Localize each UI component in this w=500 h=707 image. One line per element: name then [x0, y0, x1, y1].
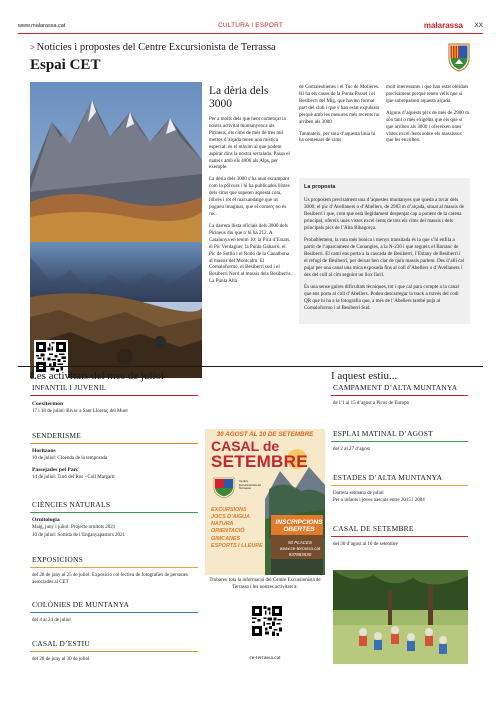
poster-title-2: SETEMBRE: [211, 452, 308, 471]
headline-arrow-icon: >: [30, 43, 35, 52]
item-text: 10 de juliol: Cloenda de la temporada: [32, 456, 108, 461]
cat-divider: [331, 536, 468, 537]
poster-title-1: CASAL de: [211, 438, 280, 454]
poster-activities: EXCURSIONS JOCS D’AIGUA NATURA ORIENTACIÓ GIMCANES ESPORTS I LLEURE: [211, 507, 263, 549]
cat-esplai: ESPLAI MATINAL D’AGOST: [333, 429, 433, 438]
poster-places: 50 PLACES www.ce-terrassa.cat 937883530: [279, 540, 321, 558]
item-text: 10 de juliol: Sortida de l’Enganyapastors 2021: [32, 533, 126, 538]
cat-divider: [331, 485, 468, 486]
cat-exposicions: EXPOSICIONS: [32, 555, 83, 564]
proposal-title: La proposta: [304, 184, 336, 190]
cat-divider: [30, 651, 198, 652]
poster-inscriptions: INSCRIPCIONS OBERTES: [275, 519, 323, 534]
article-headline: > Notícies i propostes del Centre Excursionista de Terrassa: [30, 42, 276, 53]
item-text: del 28 de juny al 25 de juliol: Exposició col·lectiva de fotografies de persones associades al CET: [32, 573, 188, 585]
casal-setembre-poster: [205, 429, 325, 575]
page-number: XX: [474, 22, 483, 29]
article-column-3: molt interessants i que han estat oblidats precisament perquè tenen vells que si que sobrepassen aquesta alçada. Alguns d’aquests pics de més de 2900 m són tant o més exigents que els que sí que arriben als 3000 i ofereixen unes vistes excel·lents sobre els massissos que les envolten.: [386, 84, 470, 144]
website-link[interactable]: ce-terrassa.cat: [249, 655, 281, 661]
brand-logo: malarassa: [423, 21, 463, 30]
article-subhead: Espai CET: [30, 57, 101, 73]
summer-title: I aquest estiu...: [331, 370, 398, 382]
feature-title: La dèria dels 3000: [209, 85, 269, 111]
item-text: del 28 de juny al 30 de juliol: [32, 657, 90, 662]
info-text: Trobareu tota la informació del Centre Excursionista de Terrassa i les nostres activitats a:: [209, 578, 321, 590]
kids-outdoor-photo: [333, 570, 468, 664]
page-header: [18, 20, 483, 32]
item-title: Horitzons: [32, 448, 56, 454]
cat-divider: [30, 395, 198, 396]
activities-title: Les activitats del mes de juliol: [30, 370, 165, 382]
item-title: Coexitermon: [32, 401, 64, 407]
cat-divider: [331, 395, 468, 396]
website-qr-code[interactable]: [252, 606, 282, 641]
item-text: del 4 al 24 de juliol: [32, 618, 71, 623]
item-text: 14 de juliol: Turó del Ros - Coll Margarit: [32, 475, 115, 480]
item-text: del 30 d’agost al 10 de setembre: [333, 542, 398, 547]
item-text: 17 i 18 de juliol: Bivac a Sant Llorenç del Munt: [32, 409, 128, 414]
item-text: del 2 al 27 d’agost: [333, 447, 370, 452]
item-text: Darrera setmana de juliol Per a infants i joves nascuts entre 2015 i 2004: [333, 491, 425, 503]
cat-casal-setembre: CASAL DE SETEMBRE: [333, 524, 414, 533]
item-text: de l’1 al 15 d’agost a Picos de Europa: [333, 401, 409, 406]
item-title: Ornitologia: [32, 517, 60, 523]
proposal-box: La proposta Us proposem precisament una d’aquestes muntanyes que queda a tocar dels 3000: el pic d’Avellaners o d’Abellers, de 2983 m d’alçada, situat al massís de Besiberri i que, com que està llegidament despenjat cap a ponent de la carena principal, ofereix unes vistes excel·lents de tots els cims del massís i dels principals pics de l’Alta Ribagorça. Probablement, la ruta més bonica i menys transitada és la que s’hi enfila a partir de l’aparcament de Conangles, a la N-230 i que segueix el Barranc de Besiberri. El camí ens porta a la cascada de Besiberri, l’Estany de Besiberri i el refugi de Besiberri, per deixar ben clar de quin massís parlem. Des d’allí cal pujar per una canal una mica exposada fins al coll d’Abellers o d’Avellaners i des del coll al cim seguint un llox fàcil. És una sense gaires dificultats tècniques, tot i que cal para compte a la canal que ens porta al coll d’Abellers. Podeu descarregar la track a través del codi QR que hi ha a la fotografia que, a més de l’Abellers també puja al Comaloformo i al Besiberri Sud.: [299, 178, 470, 324]
cat-casal-estiu: CASAL D’ESTIU: [32, 639, 90, 648]
article-column-1: Per a molts dels que hem començat la nostra activitat muntanyenca als Pirineus, els cims de més de tres mil metres d’alçada tenen una mística especial: és el màxim al que podem aspirar dins la nostra serralada. Passa el mateix amb els 4000 als Alps, per exemple. La dèria dels 3000 s’ha anat escampant com la pólvora i hi ha publicades llistes dels cims que superen aquesta cota, llibres i tot el marxandatge que us pugueu imaginar, que el comerç no és ruc. La darrera llista oficials dels 3000 dels Pirineus diu que n’hi ha 212. A Catalunya en tenim 10: la Pica d’Estats, el Pic Verdaguer, la Punta Gabarró, el Pic de Sotllo i el Rodó de la Canalbona al massís del Montcalm. El Comaloformo, el Besiberri sud i el Besiberri Nord al massís dels Besiberris. La Punta Alta: [209, 116, 292, 285]
cat-ciencies: CIÈNCIES NATURALS: [32, 500, 111, 509]
cat-estades: ESTADES D’ALTA MUNTANYA: [333, 473, 443, 482]
cat-campament: CAMPAMENT D’ALTA MUNTANYA: [333, 383, 458, 392]
cat-colonies: COLÒNIES DE MUNTANYA: [32, 600, 130, 609]
poster-date: 30 AGOST AL 10 DE SETEMBRE: [216, 431, 314, 438]
cat-divider: [30, 567, 198, 568]
cat-divider: [30, 612, 198, 613]
mountain-lake-photo: [30, 82, 202, 378]
article-column-2: de Comalesbienes i el Tuc de Molières. Hi ha els casos de la Punta Passet i el Besiberri del Mig, que havien format part del club i que s’han estat expulsats perquè amb les mesures més recents no arriben als 3000 Tanmateix, per sota d’aquesta línia hi ha centenars de cims: [299, 84, 380, 144]
header-divider: [18, 33, 483, 34]
poster-centre: Centre Excursionista de Terrassa: [239, 479, 262, 491]
cat-divider: [30, 512, 198, 513]
cet-crest-icon: [447, 42, 471, 72]
cat-divider: [30, 443, 198, 444]
section-divider: [18, 366, 483, 367]
site-url[interactable]: www.malarassa.cat: [18, 23, 66, 29]
item-title: Passejades pel Parc: [32, 467, 79, 473]
section-label: CULTURA I ESPORT: [217, 22, 284, 29]
cat-senderisme: SENDERISME: [32, 431, 82, 440]
cat-infantil: INFANTIL I JUVENIL: [32, 383, 107, 392]
cat-divider: [331, 441, 468, 442]
item-text: Maig, juny i juliol: Projecte ornitots 2021: [32, 525, 116, 530]
